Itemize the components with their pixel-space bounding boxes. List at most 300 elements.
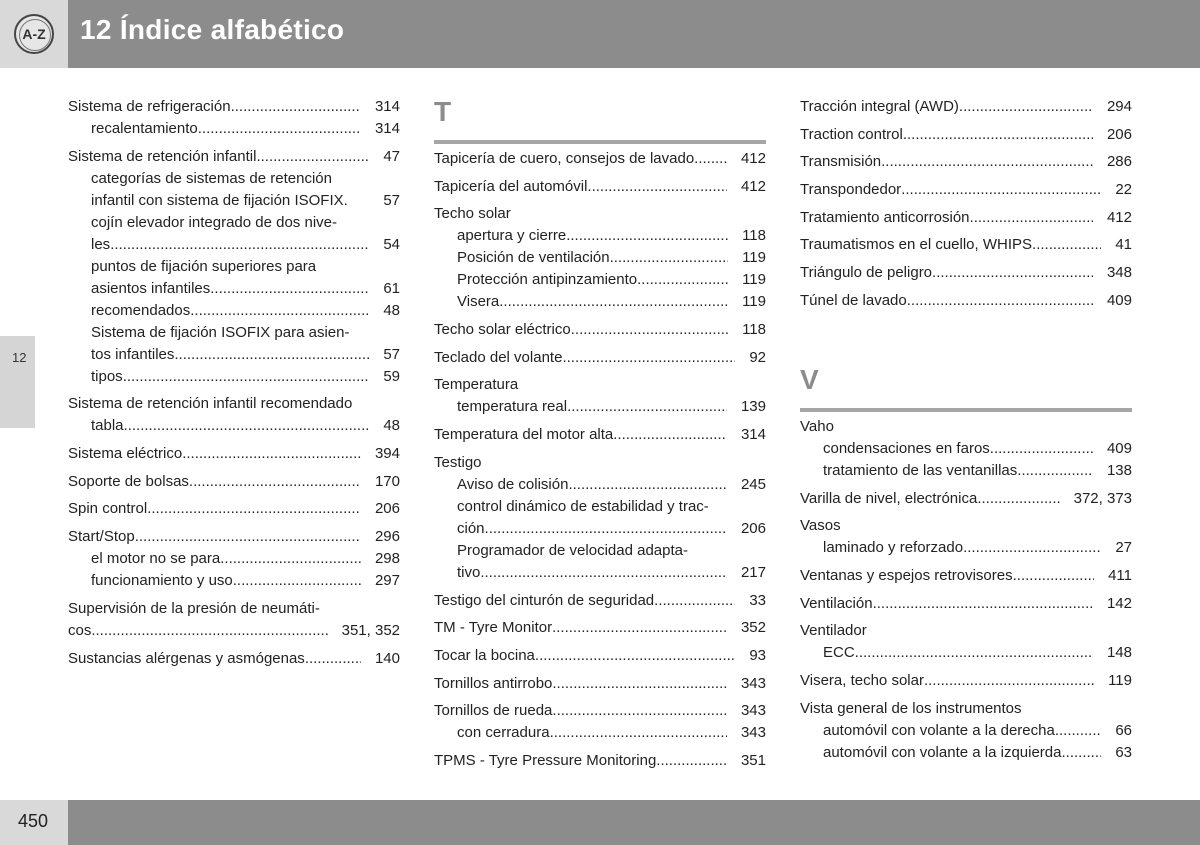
entry-text: Spin control (68, 500, 148, 518)
page-reference: 348 (1106, 264, 1132, 282)
index-column-3 (800, 96, 1132, 764)
index-entry (434, 452, 766, 584)
page-reference: 59 (383, 367, 400, 385)
entry-text: condensaciones en faros (823, 439, 990, 457)
entry-text: TPMS - Tyre Pressure Monitoring (434, 751, 657, 769)
dot-leader (147, 498, 361, 520)
page-reference: 92 (749, 348, 766, 366)
page-reference: 142 (1106, 594, 1132, 612)
chapter-tab-label: 12 (12, 350, 27, 365)
entry-text: Sistema de fijación ISOFIX para asien- (91, 323, 350, 341)
entry-text: Transmisión (800, 153, 882, 171)
entry-text: recalentamiento (91, 120, 198, 137)
index-subentry-line (800, 720, 1132, 742)
entry-text: control dinámico de estabilidad y trac- (457, 497, 709, 515)
page-reference: 286 (1106, 153, 1132, 171)
page-reference: 409 (1106, 439, 1132, 457)
entry-text: Visera (457, 293, 500, 311)
entry-text: Triángulo de peligro (800, 264, 933, 282)
index-entry-line (68, 498, 400, 520)
entry-text: puntos de fijación superiores para (91, 257, 317, 275)
dot-leader (656, 750, 727, 772)
index-entry-line (434, 700, 766, 722)
entry-text: Tornillos de rueda (434, 702, 553, 720)
page-reference: 351 (740, 751, 766, 769)
dot-leader (189, 471, 361, 493)
index-entry (800, 515, 1132, 559)
letter-heading (800, 364, 1132, 412)
page-reference: 119 (742, 249, 766, 267)
dot-leader (924, 670, 1094, 692)
dot-leader (1013, 565, 1094, 587)
page-reference: 409 (1106, 291, 1132, 309)
entry-text: cojín elevador integrado de dos nive- (91, 213, 337, 231)
entry-text: Programador de velocidad adapta- (457, 541, 688, 559)
dot-leader (571, 319, 728, 341)
index-entry-line (434, 590, 766, 612)
entry-text: Varilla de nivel, electrónica (800, 489, 978, 507)
entry-text: asientos infantiles (91, 279, 211, 297)
index-subentry-line (68, 256, 400, 278)
dot-leader (182, 443, 361, 465)
index-entry (434, 347, 766, 369)
dot-leader (932, 262, 1093, 284)
index-subentry-line (800, 438, 1132, 460)
page-reference: 294 (1106, 98, 1132, 115)
entry-text: Traction control (800, 125, 903, 143)
index-subentry-line (800, 742, 1132, 764)
index-entry (68, 393, 400, 437)
page-reference: 245 (740, 475, 766, 493)
dot-leader (220, 548, 361, 570)
entry-text: laminado y reforzado (823, 539, 964, 557)
footer-bar (68, 800, 1200, 845)
page-reference: 47 (383, 147, 400, 165)
entry-text: Supervisión de la presión de neumáti- (68, 599, 320, 617)
dot-leader (124, 415, 370, 437)
dot-leader (907, 290, 1093, 312)
page-reference: 206 (374, 500, 400, 518)
index-subentry-line (434, 396, 766, 418)
index-entry (434, 319, 766, 341)
index-subentry-line (800, 460, 1132, 482)
entry-text: Tapicería de cuero, consejos de lavado (434, 150, 695, 167)
page-reference: 296 (374, 528, 400, 546)
index-entry (434, 424, 766, 446)
page-reference: 297 (374, 572, 400, 590)
index-entry (434, 590, 766, 612)
dot-leader (174, 344, 369, 366)
index-entry (434, 750, 766, 772)
entry-text: Túnel de lavado (800, 291, 907, 309)
index-entry (800, 620, 1132, 664)
index-entry-line (800, 290, 1132, 312)
index-subentry-line (68, 322, 400, 344)
index-entry-line (800, 96, 1132, 118)
index-entry-line (800, 234, 1132, 256)
dot-leader (637, 269, 728, 291)
index-subentry-line (434, 722, 766, 744)
index-entry-line (800, 593, 1132, 615)
page-reference: 48 (383, 301, 400, 319)
index-subentry-line (68, 212, 400, 234)
dot-leader (210, 278, 369, 300)
index-entry (800, 124, 1132, 146)
dot-leader (552, 700, 727, 722)
dot-leader (485, 518, 727, 540)
dot-leader (552, 673, 727, 695)
page-reference: 22 (1115, 181, 1132, 199)
index-entry-line (800, 698, 1132, 720)
entry-text: Testigo del cinturón de seguridad (434, 591, 655, 609)
index-column-1 (68, 96, 400, 670)
index-entry-line (68, 393, 400, 415)
page-reference: 119 (742, 271, 766, 289)
dot-leader (901, 179, 1101, 201)
index-entry (434, 176, 766, 198)
page-reference: 27 (1115, 539, 1132, 557)
entry-text: tabla (91, 417, 124, 435)
index-entry-line (68, 598, 400, 620)
index-subentry-line (68, 190, 400, 212)
entry-text: Vasos (800, 517, 841, 535)
page-reference: 343 (740, 702, 766, 720)
entry-text: Aviso de colisión (457, 475, 569, 493)
entry-text: infantil con sistema de fijación ISOFIX. (91, 191, 348, 209)
index-entry (800, 488, 1132, 510)
index-subentry-line (68, 278, 400, 300)
entry-text: tipos (91, 367, 123, 385)
page-reference: 54 (383, 235, 400, 253)
letter-heading-text: V (800, 363, 819, 395)
page-reference: 61 (383, 279, 400, 297)
index-entry (800, 698, 1132, 764)
page-reference: 314 (374, 98, 400, 115)
entry-text: Transpondedor (800, 181, 902, 199)
dot-leader (903, 124, 1093, 146)
entry-text: tos infantiles (91, 345, 175, 363)
dot-leader (566, 225, 728, 247)
index-entry (68, 471, 400, 493)
page-reference: 394 (374, 445, 400, 463)
index-entry-line (434, 673, 766, 695)
index-entry (800, 262, 1132, 284)
index-entry-line (68, 96, 400, 118)
page-reference: 351, 352 (341, 621, 400, 639)
index-subentry-line (68, 168, 400, 190)
entry-text: Visera, techo solar (800, 671, 924, 689)
dot-leader (562, 347, 735, 369)
index-entry (434, 374, 766, 418)
index-subentry-line (800, 642, 1132, 664)
index-subentry-line (68, 234, 400, 256)
letter-heading (434, 96, 766, 144)
dot-leader (610, 247, 728, 269)
page-reference: 57 (383, 191, 400, 209)
index-entry (800, 593, 1132, 615)
index-entry-line (434, 374, 766, 396)
page-reference: 138 (1106, 461, 1132, 479)
dot-leader (110, 234, 369, 256)
entry-text: Testigo (434, 453, 482, 471)
dot-leader (881, 151, 1093, 173)
index-entry (800, 96, 1132, 118)
az-index-icon (14, 14, 54, 54)
dot-leader (1032, 234, 1101, 256)
entry-text: Sustancias alérgenas y asmógenas (68, 649, 305, 667)
index-entry (68, 498, 400, 520)
page-reference: 118 (742, 227, 766, 245)
page-reference: 206 (1106, 125, 1132, 143)
index-entry-line (800, 124, 1132, 146)
az-index-label: A-Z (22, 26, 46, 42)
index-entry (434, 673, 766, 695)
entry-text: Ventilación (800, 594, 873, 612)
page-reference: 119 (742, 293, 766, 311)
page-reference: 412 (740, 177, 766, 195)
page-reference: 343 (740, 724, 766, 742)
index-entry (800, 670, 1132, 692)
index-entry-line (434, 347, 766, 369)
letter-section-entries (434, 148, 766, 772)
entry-text: automóvil con volante a la derecha (823, 721, 1055, 739)
index-entry-line (434, 617, 766, 639)
entry-text: Vaho (800, 417, 834, 435)
index-subentry-line (68, 548, 400, 570)
entry-text: tivo (457, 563, 481, 581)
dot-leader (567, 396, 727, 418)
entry-text: Tocar la bocina (434, 646, 535, 664)
page-reference: 119 (1108, 671, 1132, 689)
entry-text: Teclado del volante (434, 348, 563, 366)
entry-text: Sistema de retención infantil recomendado (68, 395, 353, 413)
index-entry-line (434, 203, 766, 225)
index-entry-line (800, 262, 1132, 284)
index-subentry-line (68, 118, 400, 140)
page-reference: 217 (740, 563, 766, 581)
dot-leader (1055, 720, 1102, 742)
index-entry-line (800, 565, 1132, 587)
index-entry-line (434, 176, 766, 198)
dot-leader (233, 570, 361, 592)
index-entry (68, 96, 400, 140)
dot-leader (855, 642, 1093, 664)
entry-text: automóvil con volante a la izquierda (823, 743, 1062, 761)
index-entry (434, 700, 766, 744)
index-entry-line (800, 416, 1132, 438)
entry-text: recomendados (91, 301, 191, 319)
entry-text: Protección antipinzamiento (457, 271, 638, 289)
index-subentry-line (68, 344, 400, 366)
entry-text: Traumatismos en el cuello, WHIPS (800, 236, 1033, 254)
index-subentry-line (434, 291, 766, 313)
page-reference: 314 (740, 426, 766, 444)
dot-leader (977, 488, 1059, 510)
continued-entries (800, 96, 1132, 312)
index-entry (68, 443, 400, 465)
index-entry (800, 290, 1132, 312)
index-subentry-line (68, 415, 400, 437)
index-column-2 (434, 96, 766, 772)
dot-leader (231, 96, 361, 118)
dot-leader (568, 474, 727, 496)
index-entry (68, 146, 400, 388)
entry-text: Tracción integral (AWD) (800, 98, 959, 115)
page-reference: 412 (1106, 208, 1132, 226)
entry-text: Sistema de refrigeración (68, 98, 231, 115)
page-reference: 33 (749, 591, 766, 609)
dot-leader (1017, 460, 1093, 482)
entry-text: Tornillos antirrobo (434, 674, 553, 692)
dot-leader (613, 424, 727, 446)
index-subentry-line (434, 562, 766, 584)
entry-text: Techo solar (434, 205, 511, 223)
index-subentry-line (68, 366, 400, 388)
entry-text: Tratamiento anticorrosión (800, 208, 970, 226)
page-reference: 170 (374, 472, 400, 490)
index-entry-line (800, 488, 1132, 510)
index-entry (800, 151, 1132, 173)
dot-leader (694, 148, 727, 170)
page-reference: 314 (374, 120, 400, 137)
index-entry (68, 598, 400, 642)
index-entry-line (434, 319, 766, 341)
entry-text: Ventanas y espejos retrovisores (800, 566, 1013, 584)
page-reference: 140 (374, 649, 400, 667)
dot-leader (305, 648, 361, 670)
entry-text: Start/Stop (68, 528, 135, 546)
entry-text: Ventilador (800, 622, 867, 640)
page-reference: 41 (1115, 236, 1132, 254)
index-entry (68, 648, 400, 670)
index-entry-line (434, 645, 766, 667)
entry-text: Soporte de bolsas (68, 472, 189, 490)
dot-leader (587, 176, 727, 198)
dot-leader (552, 617, 727, 639)
dot-leader (135, 526, 361, 548)
entry-text: el motor no se para (91, 550, 221, 568)
letter-heading-rule (800, 408, 1132, 412)
entry-text: temperatura real (457, 398, 568, 416)
entry-text: ción (457, 519, 485, 537)
index-entry (800, 565, 1132, 587)
index-entry-line (800, 179, 1132, 201)
index-subentry-line (68, 300, 400, 322)
entry-text: Tapicería del automóvil (434, 177, 588, 195)
index-entry (68, 526, 400, 592)
index-entry-line (68, 648, 400, 670)
entry-text: Posición de ventilación (457, 249, 610, 267)
index-entry (434, 645, 766, 667)
entry-text: Temperatura (434, 376, 519, 394)
index-entry-line (800, 207, 1132, 229)
index-subentry-line (434, 518, 766, 540)
page-reference: 343 (740, 674, 766, 692)
page-reference: 206 (740, 519, 766, 537)
page-reference: 118 (742, 321, 766, 339)
page-reference: 411 (1108, 566, 1132, 584)
index-subentry-line (434, 269, 766, 291)
index-entry-line (68, 146, 400, 168)
dot-leader (654, 590, 735, 612)
dot-leader (190, 300, 369, 322)
index-entry-line (434, 750, 766, 772)
dot-leader (1061, 742, 1101, 764)
page-number: 450 (18, 811, 49, 831)
page-reference: 63 (1115, 743, 1132, 761)
entry-text: ECC (823, 644, 855, 662)
entry-text: Sistema eléctrico (68, 445, 183, 463)
entry-text: Sistema de retención infantil (68, 147, 257, 165)
entry-text: cos (68, 621, 92, 639)
entry-text: Techo solar eléctrico (434, 321, 571, 339)
index-entry-line (68, 526, 400, 548)
index-entry-line (434, 148, 766, 170)
index-subentry-line (434, 247, 766, 269)
page-reference: 412 (740, 150, 766, 167)
dot-leader (91, 620, 327, 642)
index-entry-line (800, 620, 1132, 642)
index-subentry-line (434, 225, 766, 247)
index-entry (800, 234, 1132, 256)
page-reference: 57 (383, 345, 400, 363)
entry-text: les (91, 235, 111, 253)
dot-leader (480, 562, 727, 584)
page-title: 12 Índice alfabético (80, 14, 345, 45)
entry-text: con cerradura (457, 724, 550, 742)
letter-heading-rule (434, 140, 766, 144)
index-entry-line (800, 151, 1132, 173)
dot-leader (256, 146, 369, 168)
index-entry-line (800, 515, 1132, 537)
entry-text: Temperatura del motor alta (434, 426, 614, 444)
index-entry (434, 148, 766, 170)
index-subentry-line (68, 570, 400, 592)
index-entry-line (434, 452, 766, 474)
page-reference: 66 (1115, 721, 1132, 739)
entry-text: categorías de sistemas de retención (91, 169, 332, 187)
index-entry (800, 416, 1132, 482)
index-entry-line (800, 670, 1132, 692)
page-reference: 298 (374, 550, 400, 568)
index-entry-line (68, 620, 400, 642)
dot-leader (990, 438, 1093, 460)
index-entry (434, 203, 766, 313)
index-subentry-line (434, 496, 766, 518)
index-entry (800, 207, 1132, 229)
index-entry (434, 617, 766, 639)
header-icon-box (0, 0, 68, 68)
dot-leader (535, 645, 735, 667)
letter-section-entries (800, 416, 1132, 764)
index-entry-line (68, 443, 400, 465)
dot-leader (873, 593, 1093, 615)
dot-leader (499, 291, 728, 313)
dot-leader (959, 96, 1093, 118)
entry-text: funcionamiento y uso (91, 572, 233, 590)
dot-leader (550, 722, 727, 744)
page-reference: 372, 373 (1073, 489, 1132, 507)
dot-leader (198, 118, 361, 140)
dot-leader (123, 366, 370, 388)
dot-leader (963, 537, 1101, 559)
index-entry (800, 179, 1132, 201)
entry-text: TM - Tyre Monitor (434, 619, 553, 637)
page-reference: 48 (383, 417, 400, 435)
index-subentry-line (434, 540, 766, 562)
page-reference: 148 (1106, 644, 1132, 662)
index-entry-line (68, 471, 400, 493)
